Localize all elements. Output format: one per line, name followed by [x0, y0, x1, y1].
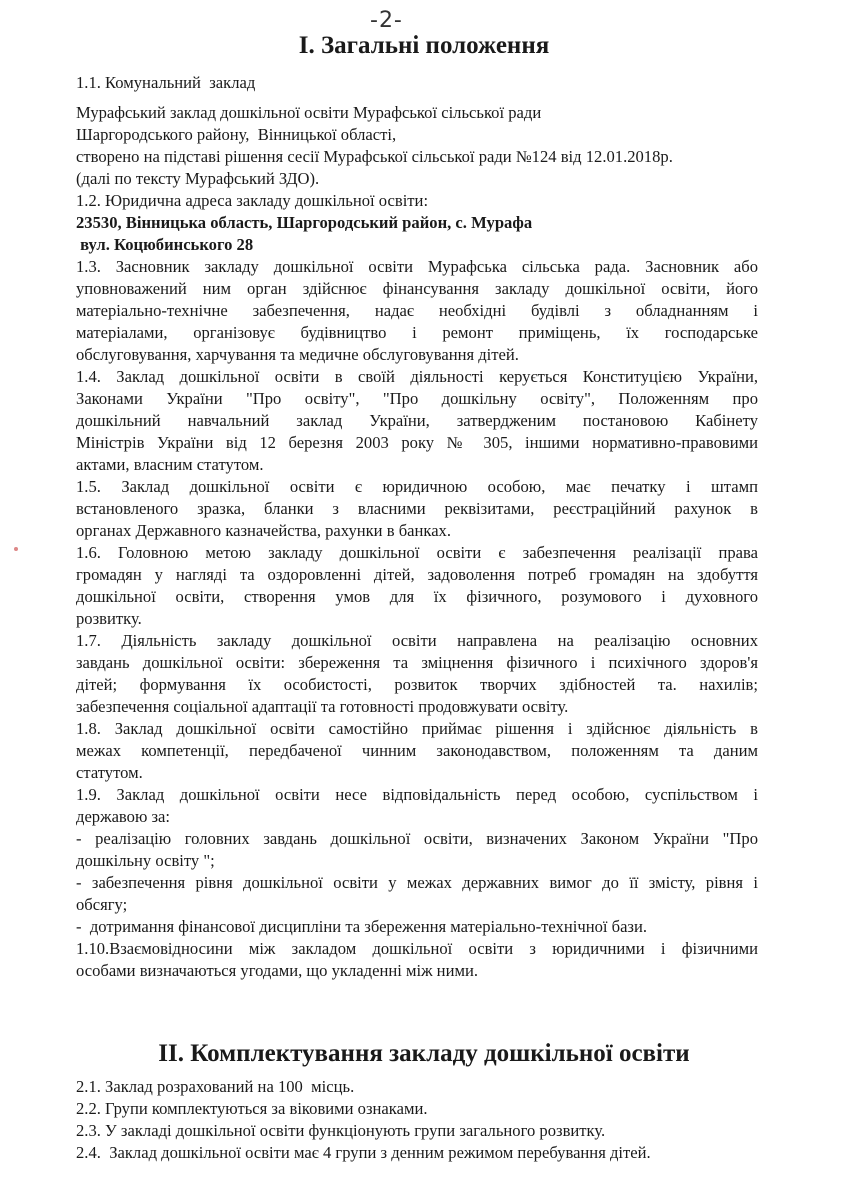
- clause-1-6: 1.6. Головною метою закладу дошкільної освіти є забезпечення реалізації права: [76, 543, 758, 562]
- text-line: встановленого зразка, бланки з власними реквізитами, реєстраційний рахунок в: [76, 499, 758, 518]
- text-line: дошкільну освіту ";: [76, 851, 215, 870]
- text-line: актами, власним статутом.: [76, 455, 264, 474]
- text-line: матеріалами, організовує будівництво і ремонт приміщень, їх господарське: [76, 323, 758, 342]
- address-line: 23530, Вінницька область, Шаргородський район, с. Мурафа: [76, 213, 533, 232]
- clause-1-10: 1.10.Взаємовідносини між закладом дошкільної освіти з юридичними і фізичними: [76, 939, 758, 958]
- text-line: межах компетенції, передбаченої чинним законодавством, положенням та даним: [76, 741, 758, 760]
- clause-2-4: 2.4. Заклад дошкільної освіти має 4 групи з денним режимом перебування дітей.: [76, 1143, 651, 1162]
- section-1-heading: I. Загальні положення: [298, 32, 550, 59]
- text-line: органах Державного казначейства, рахунки в банках.: [76, 521, 452, 540]
- clause-2-1: 2.1. Заклад розрахований на 100 місць.: [76, 1077, 355, 1096]
- clause-1-4: 1.4. Заклад дошкільної освіти в своїй діяльності керується Конституцією України,: [76, 367, 758, 386]
- clause-1-7: 1.7. Діяльність закладу дошкільної освіти направлена на реалізацію основних: [76, 631, 758, 650]
- text-line: Міністрів України від 12 березня 2003 року № 305, іншими нормативно-правовими: [76, 433, 758, 452]
- clause-1-1: 1.1. Комунальний заклад: [76, 73, 256, 92]
- section-1-body: [76, 72, 758, 982]
- list-item: - забезпечення рівня дошкільної освіти у межах державних вимог до її змісту, рівня і: [76, 873, 758, 892]
- scan-mark: [14, 547, 18, 551]
- text-line: Мурафський заклад дошкільної освіти Мурафської сільської ради: [76, 103, 542, 122]
- section-2-body: [76, 1076, 758, 1164]
- clause-1-5: 1.5. Заклад дошкільної освіти є юридичною особою, має печатку і штамп: [76, 477, 758, 496]
- clause-1-3: 1.3. Засновник закладу дошкільної освіти Мурафська сільська рада. Засновник або: [76, 257, 758, 276]
- page-number: -2-: [370, 8, 403, 33]
- text-line: дошкільної освіти, створення умов для їх фізичного, розумового і духовного: [76, 587, 758, 606]
- clause-1-8: 1.8. Заклад дошкільної освіти самостійно приймає рішення і здійснює діяльність в: [76, 719, 758, 738]
- text-line: статутом.: [76, 763, 143, 782]
- text-line: дітей; формування їх особистості, розвиток творчих здібностей та. нахилів;: [76, 675, 758, 694]
- text-line: завдань дошкільної освіти: збереження та зміцнення фізичного і психічного здоров'я: [76, 653, 758, 672]
- clause-1-2: 1.2. Юридична адреса закладу дошкільної освіти:: [76, 191, 429, 210]
- address-street: вул. Коцюбинського 28: [76, 235, 254, 254]
- text-line: особами визначаються угодами, що укладенні між ними.: [76, 961, 478, 980]
- clause-2-2: 2.2. Групи комплектуються за віковими ознаками.: [76, 1099, 428, 1118]
- text-line: матеріально-технічне забезпечення, надає необхідні будівлі з обладнанням і: [76, 301, 758, 320]
- list-item: - дотримання фінансової дисципліни та збереження матеріально-технічної бази.: [76, 917, 648, 936]
- text-line: уповноважений ним орган здійснює фінансування закладу дошкільної освіти, його: [76, 279, 758, 298]
- clause-1-9: 1.9. Заклад дошкільної освіти несе відповідальність перед особою, суспільством і: [76, 785, 758, 804]
- text-line: обслуговування, харчування та медичне обслуговування дітей.: [76, 345, 519, 364]
- text-line: Шаргородського району, Вінницької області,: [76, 125, 397, 144]
- text-line: створено на підставі рішення сесії Мурафської сільської ради №124 від 12.01.2018р.: [76, 147, 673, 166]
- text-line: обсягу;: [76, 895, 128, 914]
- clause-2-3: 2.3. У закладі дошкільної освіти функціонують групи загального розвитку.: [76, 1121, 606, 1140]
- text-line: державою за:: [76, 807, 171, 826]
- text-line: (далі по тексту Мурафський ЗДО).: [76, 169, 320, 188]
- text-line: забезпечення соціальної адаптації та готовності продовжувати освіту.: [76, 697, 569, 716]
- text-line: дошкільний навчальний заклад України, затвердженим постановою Кабінету: [76, 411, 758, 430]
- text-line: громадян у нагляді та оздоровленні дітей, задоволення потреб громадян на здобуття: [76, 565, 758, 584]
- section-2-heading: II. Комплектування закладу дошкільної освіти: [158, 1040, 690, 1067]
- text-line: Законами України "Про освіту", "Про дошкільну освіту", Положенням про: [76, 389, 758, 408]
- text-line: розвитку.: [76, 609, 142, 628]
- list-item: - реалізацію головних завдань дошкільної освіти, визначених Законом України "Про: [76, 829, 758, 848]
